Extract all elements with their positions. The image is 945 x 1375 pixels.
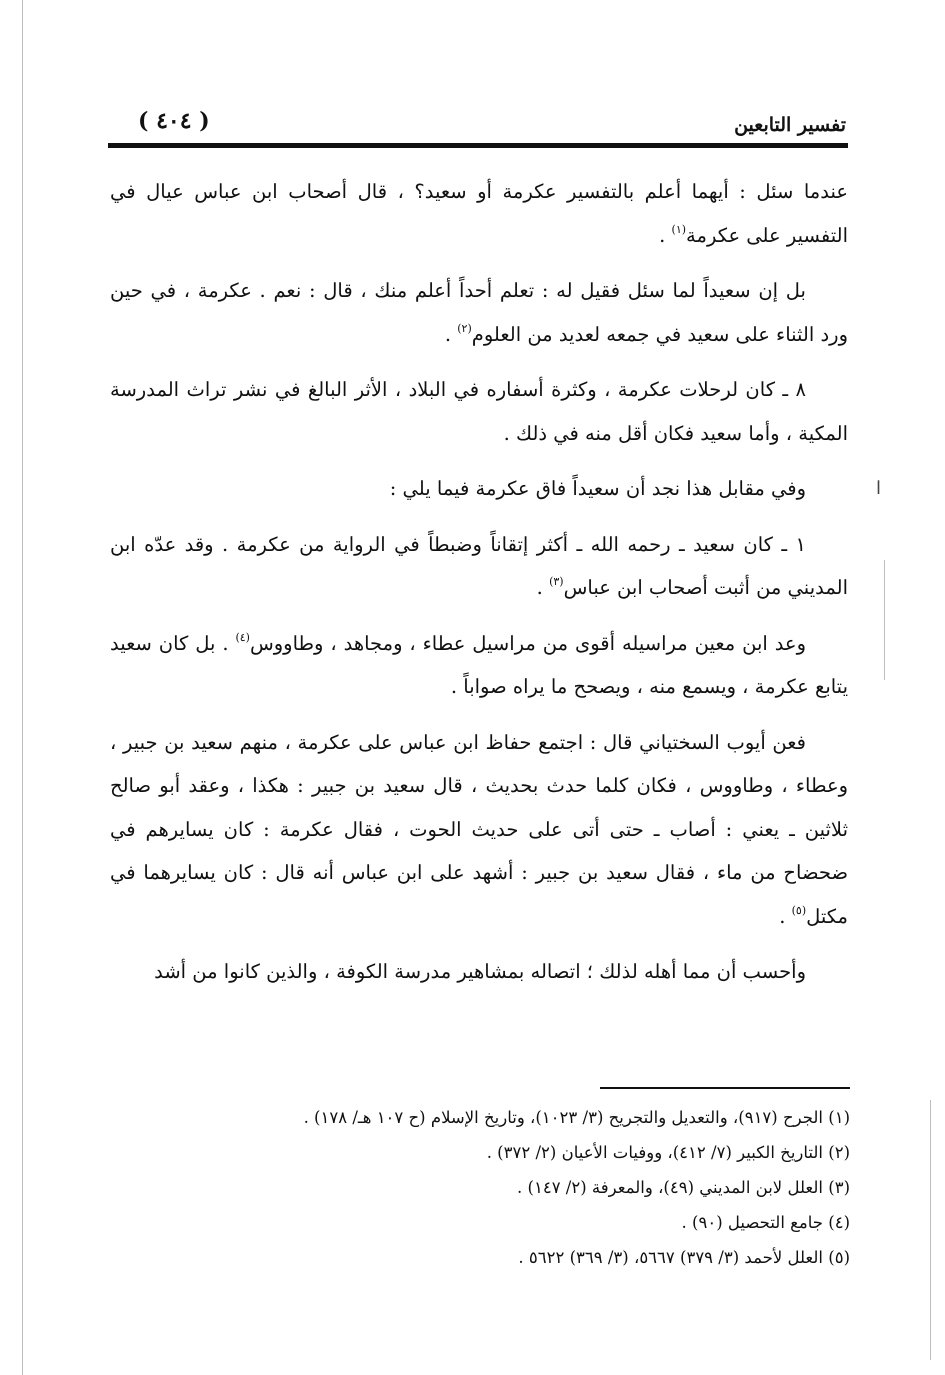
paragraph-5: ١ ـ كان سعيد ـ رحمه الله ـ أكثر إتقاناً وضبطاً في الرواية من عكرمة . وقد عدّه ابن المديني من أثبت أصحاب ابن عباس$^{(٣)}$ . (110, 532, 848, 599)
paragraph-3: ٨ ـ كان لرحلات عكرمة ، وكثرة أسفاره في البلاد ، الأثر البالغ في نشر تراث المدرسة المكية ، وأما سعيد فكان أقل منه في ذلك . (110, 378, 848, 445)
footnote-5: (٥) العلل لأحمد (٣/ ٣٧٩) ٥٦٦٧، (٣/ ٣٦٩) ٥٦٢٢ . (518, 1248, 850, 1267)
footnote-ref-1: (١) (671, 222, 687, 236)
footnote-ref-5: (٥) (791, 903, 807, 917)
scan-artifact-line-right (884, 560, 885, 680)
page-header (108, 104, 846, 144)
footnote-ref-2: (٢) (457, 321, 472, 335)
running-title: تفسير التابعين (734, 114, 846, 136)
page-number: ( ٤٠٤ ) (138, 108, 210, 134)
footnote-separator (600, 1087, 850, 1089)
paragraph-6: وعد ابن معين مراسيله أقوى من مراسيل عطاء ، ومجاهد ، وطاووس$^{(٤)}$ . بل كان سعيد يتابع عكرمة ، ويسمع منه ، ويصحح ما يراه صواباً . (110, 630, 848, 698)
footnote-2: (٢) التاريخ الكبير (٧/ ٤١٢)، ووفيات الأعيان (٢/ ٣٧٢) . (486, 1143, 850, 1162)
scan-artifact-line-right-lower (930, 1100, 931, 1360)
footnote-4: (٤) جامع التحصيل (٩٠) . (681, 1213, 850, 1232)
margin-mark: ا (876, 478, 882, 499)
paragraph-1: عندما سئل : أيهما أعلم بالتفسير عكرمة أو سعيد؟ ، قال أصحاب ابن عباس عيال في التفسير على عكرمة$^{(١)}$ . (110, 180, 848, 247)
footnote-1: (١) الجرح (٩١٧)، والتعديل والتجريح (٣/ ١٠٢٣)، وتاريخ الإسلام (ح ١٠٧ هـ/ ١٧٨) . (303, 1108, 850, 1127)
main-text (110, 170, 848, 1006)
footnote-ref-3: (٣) (549, 575, 564, 588)
footnotes (150, 1100, 850, 1275)
scan-artifact-line-left (22, 0, 23, 1375)
paragraph-8: وأحسب أن مما أهله لذلك ؛ اتصاله بمشاهير مدرسة الكوفة ، والذين كانوا من أشد (154, 960, 806, 983)
paragraph-4: وفي مقابل هذا نجد أن سعيداً فاق عكرمة فيما يلي : (389, 477, 806, 500)
paragraph-2: بل إن سعيداً لما سئل فقيل له : تعلم أحداً أعلم منك ، قال : نعم . عكرمة ، في حين ورد الثناء على سعيد في جمعه لعديد من العلوم$^{(٢)}$ . (110, 279, 848, 346)
paragraph-7: فعن أيوب السختياني قال : اجتمع حفاظ ابن عباس على عكرمة ، منهم سعيد بن جبير ، وعطاء ، وطاووس ، فكان كلما حدث بحديث ، قال سعيد بن جبير : هكذا ، وعقد أبو صالح ثلاثين ـ يعني : أصاب ـ حتى أتى على حديث الحوت ، فقال عكرمة : كان يسايرهم في ضحضاح من ماء ، فقال سعيد بن جبير : أشهد على ابن عباس أنه قال : كان يسايرهما في مكتل$^{(٥)}$ . (110, 730, 848, 928)
header-rule (108, 143, 848, 148)
footnote-ref-4: (٤) (235, 630, 250, 644)
footnote-3: (٣) العلل لابن المديني (٤٩)، والمعرفة (٢/ ١٤٧) . (517, 1178, 850, 1197)
